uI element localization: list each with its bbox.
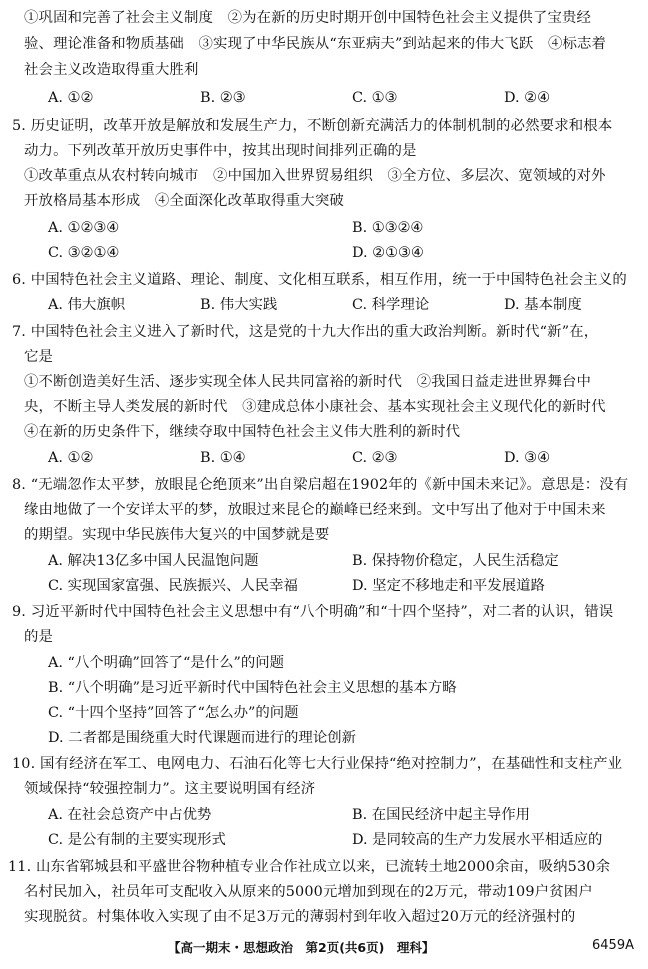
option-b[interactable]: B. ①④ <box>200 450 246 466</box>
question-8-options-row-1 <box>0 551 648 571</box>
option-b[interactable]: B. 在国民经济中起主导作用 <box>352 807 531 823</box>
option-d[interactable]: D. 基本制度 <box>504 297 582 313</box>
page-footer <box>0 938 648 962</box>
question-4-line-1: ①巩固和完善了社会主义制度 ②为在新的历史时期开创中国特色社会主义提供了宝贵经 <box>24 10 592 26</box>
question-11-line-3: 实现脱贫。村集体收入实现了由不足3万元的薄弱村到年收入超过20万元的经济强村的 <box>24 909 576 925</box>
question-9-line-1: 9. 习近平新时代中国特色社会主义思想中有“八个明确”和“十四个坚持”，对二者的认识，错误 <box>12 604 614 620</box>
option-d[interactable]: D. ③④ <box>504 450 550 466</box>
question-8-line-1: 8. “无端忽作太平梦，放眼昆仑绝顶来”出自梁启超在1902年的《新中国未来记》。意思是：没有 <box>12 477 629 493</box>
question-4-line-3: 社会主义改造取得重大胜利 <box>24 62 199 78</box>
option-a[interactable]: A. 伟大旗帜 <box>48 297 126 313</box>
option-b[interactable]: B. 保持物价稳定，人民生活稳定 <box>352 553 559 569</box>
question-8-line-2: 缘由地做了一个安详太平的梦，放眼过来昆仑的巅峰已经来到。文中写出了他对于中国未来 <box>24 502 606 518</box>
option-d[interactable]: D. ②④ <box>504 90 550 106</box>
question-10-line-2: 领域保持“较强控制力”。这主要说明国有经济 <box>24 781 316 797</box>
option-b[interactable]: B. ②③ <box>200 90 246 106</box>
question-7-options <box>0 448 648 468</box>
question-5-options-row-1 <box>0 218 648 238</box>
question-11-line-2: 名村民加入，社员年可支配收入从原来的5000元增加到现在的2万元，带动109户贫困户 <box>24 884 593 900</box>
option-b[interactable]: B. 伟大实践 <box>200 297 278 313</box>
option-a[interactable]: A. ①② <box>48 450 94 466</box>
question-5-line-4: 开放格局基本形成 ④全面深化改革取得重大突破 <box>24 193 344 209</box>
question-7-line-3: ①不断创造美好生活、逐步实现全体人民共同富裕的新时代 ②我国日益走进世界舞台中 <box>24 374 592 390</box>
question-8-line-3: 的期望。实现中华民族伟大复兴的中国梦就是要 <box>24 527 330 543</box>
question-9-option-d-row <box>0 728 648 748</box>
question-9-option-b-row <box>0 678 648 698</box>
question-6-line-1: 6. 中国特色社会主义道路、理论、制度、文化相互联系，相互作用，统一于中国特色社会主义的 <box>12 272 627 288</box>
option-a[interactable]: A. 解决13亿多中国人民温饱问题 <box>48 553 259 569</box>
question-4-line-2: 验、理论准备和物质基础 ③实现了中华民族从“东亚病夫”到站起来的伟大飞跃 ④标志着 <box>24 36 607 52</box>
question-7-line-4: 央，不断主导人类发展的新时代 ③建成总体小康社会、基本实现社会主义现代化的新时代 <box>24 399 606 415</box>
footer-code: 6459A <box>592 938 634 953</box>
question-5-line-3: ①改革重点从农村转向城市 ②中国加入世界贸易组织 ③全方位、多层次、宽领域的对外 <box>24 168 606 184</box>
option-d[interactable]: D. 是同较高的生产力发展水平相适应的 <box>352 832 603 848</box>
option-d[interactable]: D. 二者都是围绕重大时代课题而进行的理论创新 <box>48 730 356 746</box>
option-a[interactable]: A. 在社会总资产中占优势 <box>48 807 212 823</box>
option-b[interactable]: B. “八个明确”是习近平新时代中国特色社会主义思想的基本方略 <box>48 680 457 696</box>
option-c[interactable]: C. “十四个坚持”回答了“怎么办”的问题 <box>48 705 299 721</box>
question-5-line-2: 动力。下列改革开放历史事件中，按其出现时间排列正确的是 <box>24 143 417 159</box>
question-9-option-a-row <box>0 653 648 673</box>
option-d[interactable]: D. 坚定不移地走和平发展道路 <box>352 578 545 594</box>
question-10-options-row-2 <box>0 830 648 850</box>
question-7-line-2: 它是 <box>24 349 54 365</box>
option-d[interactable]: D. ②①③④ <box>352 245 424 261</box>
option-c[interactable]: C. ③②①④ <box>48 245 120 261</box>
option-c[interactable]: C. 实现国家富强、民族振兴、人民幸福 <box>48 578 298 594</box>
question-10-options-row-1 <box>0 805 648 825</box>
option-a[interactable]: A. ①②③④ <box>48 220 120 236</box>
question-9-line-2: 的是 <box>24 629 54 645</box>
question-10-line-1: 10. 国有经济在军工、电网电力、石油石化等七大行业保持“绝对控制力”，在基础性和支柱产业 <box>12 756 623 772</box>
option-c[interactable]: C. ①③ <box>352 90 398 106</box>
question-8-options-row-2 <box>0 576 648 596</box>
question-5-line-1: 5. 历史证明，改革开放是解放和发展生产力，不断创新充满活力的体制机制的必然要求和根本 <box>12 118 613 134</box>
option-c[interactable]: C. 科学理论 <box>352 297 430 313</box>
option-a[interactable]: A. ①② <box>48 90 94 106</box>
option-a[interactable]: A. “八个明确”回答了“是什么”的问题 <box>48 655 285 671</box>
question-7-line-5: ④在新的历史条件下，继续夺取中国特色社会主义伟大胜利的新时代 <box>24 424 461 440</box>
option-b[interactable]: B. ①③②④ <box>352 220 424 236</box>
question-9-option-c-row <box>0 703 648 723</box>
question-7-line-1: 7. 中国特色社会主义进入了新时代，这是党的十九大作出的重大政治判断。新时代“新”在， <box>12 324 599 340</box>
option-c[interactable]: C. ②③ <box>352 450 398 466</box>
question-4-options <box>0 88 648 108</box>
question-6-options <box>0 295 648 315</box>
option-c[interactable]: C. 是公有制的主要实现形式 <box>48 832 226 848</box>
question-5-options-row-2 <box>0 243 648 263</box>
footer-title: 【高一期末・思想政治 第2页(共6页) 理科】 <box>168 940 435 955</box>
question-11-line-1: 11. 山东省郓城县和平盛世谷物种植专业合作社成立以来，已流转土地2000余亩，吸纳530余 <box>8 859 611 875</box>
